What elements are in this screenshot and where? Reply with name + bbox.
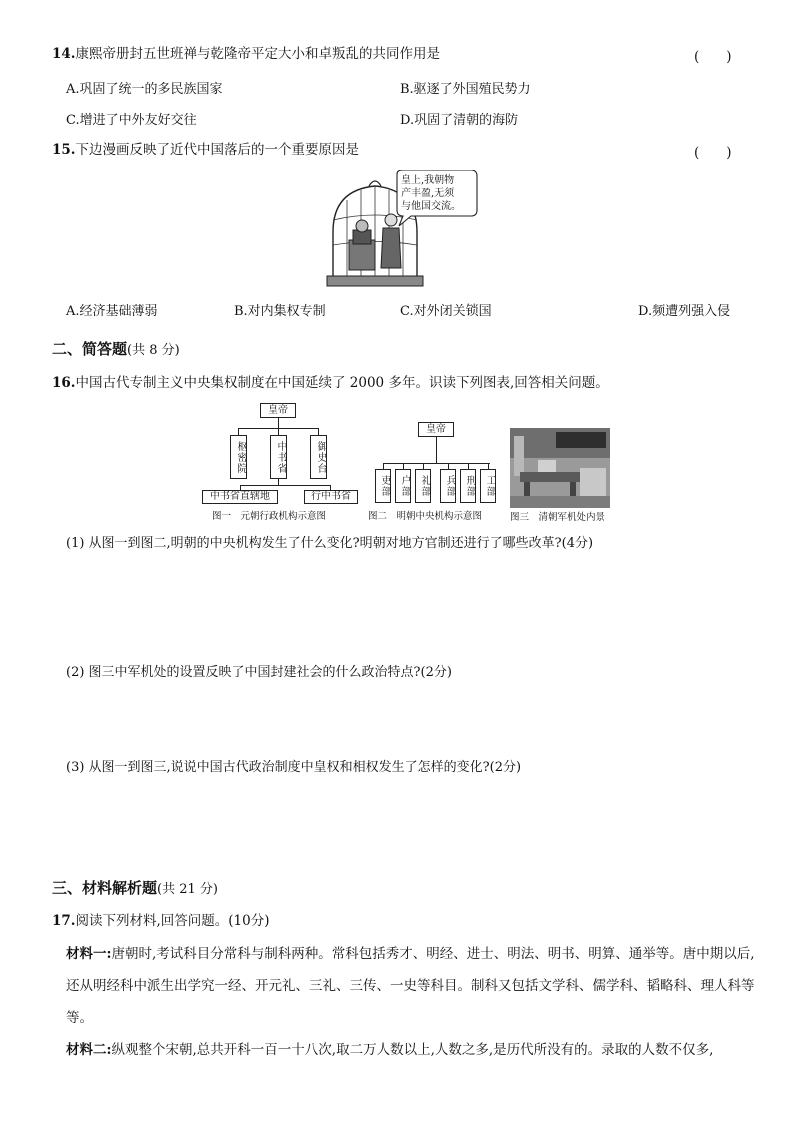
fig1-box-zhongshusheng: 中书省 [270,435,287,479]
fig2-box-hubu: 户部 [395,469,411,503]
figure-2-ming-chart [366,420,506,522]
q14-option-c: C.增进了中外友好交往 [66,113,197,128]
q15-stem: 15.下边漫画反映了近代中国落后的一个重要原因是 [52,142,359,158]
q17-material-2: 材料二:纵观整个宋朝,总共开科一百一十八次,取二万人数以上,人数之多,是历代所没有的。录取的人数不仅多, [66,1042,714,1058]
q14-option-b: B.驱逐了外国殖民势力 [400,82,531,97]
section-3-heading: 三、材料解析题(共 21 分) [52,879,218,897]
q16-subquestion-2: (2) 图三中军机处的设置反映了中国封建社会的什么政治特点?(2分) [66,665,452,680]
fig2-box-xingbu: 刑部 [460,469,476,503]
fig2-emperor-box: 皇帝 [418,422,454,437]
q14-stem: 14.康熙帝册封五世班禅与乾隆帝平定大小和卓叛乱的共同作用是 [52,46,440,62]
q15-option-d: D.频遭列强入侵 [638,304,731,319]
q15-option-b: B.对内集权专制 [234,304,326,319]
q16-subquestion-1: (1) 从图一到图二,明朝的中央机构发生了什么变化?明朝对地方官制还进行了哪些改革?(4分) [66,536,594,551]
q15-option-a: A.经济基础薄弱 [66,304,158,319]
fig1-caption: 图一 元朝行政机构示意图 [212,511,327,522]
fig2-box-libu-rites: 礼部 [415,469,431,503]
fig1-box-shumiyuan: 枢密院 [230,435,247,479]
fig2-caption: 图二 明朝中央机构示意图 [368,511,483,522]
q17-stem: 17.阅读下列材料,回答问题。(10分) [52,913,270,929]
figure-3-photo [510,428,610,508]
fig1-emperor-box: 皇帝 [260,403,296,418]
fig2-box-bingbu: 兵部 [440,469,456,503]
q16-subquestion-3: (3) 从图一到图三,说说中国古代政治制度中皇权和相权发生了怎样的变化?(2分) [66,760,522,775]
fig2-box-libu-personnel: 吏部 [375,469,391,503]
cartoon-speech-text: 皇上,我朝物 产丰盈,无须 与他国交流。 [401,175,461,212]
q14-option-d: D.巩固了清朝的海防 [400,113,519,128]
fig2-box-gongbu: 工部 [480,469,496,503]
q14-option-a: A.巩固了统一的多民族国家 [66,82,223,97]
q14-answer-paren: ( ) [694,49,732,65]
figure-1-yuan-chart [200,403,360,521]
q16-stem: 16.中国古代专制主义中央集权制度在中国延续了 2000 多年。识读下列图表,回答相关问题。 [52,375,609,391]
fig1-box-directly-governed: 中书省直辖地 [202,490,278,504]
q17-material-1: 材料一:唐朝时,考试科目分常科与制科两种。常科包括秀才、明经、进士、明法、明书、明算、通举等。唐中期以后,还从明经科中派生出学究一经、开元礼、三礼、三传、一史等科目。制科又包括文学科、儒学科、韬略科、理人科等等。 [66,946,755,1026]
q15-answer-paren: ( ) [694,145,732,161]
junjichu-interior-photo [510,428,610,508]
cartoon-closed-door [325,170,480,290]
fig1-box-xingzhongshusheng: 行中书省 [304,490,358,504]
fig3-caption: 图三 清朝军机处内景 [510,512,606,523]
fig1-box-yushitai: 御史台 [310,435,327,479]
section-2-heading: 二、简答题(共 8 分) [52,340,180,358]
q15-option-c: C.对外闭关锁国 [400,304,492,319]
